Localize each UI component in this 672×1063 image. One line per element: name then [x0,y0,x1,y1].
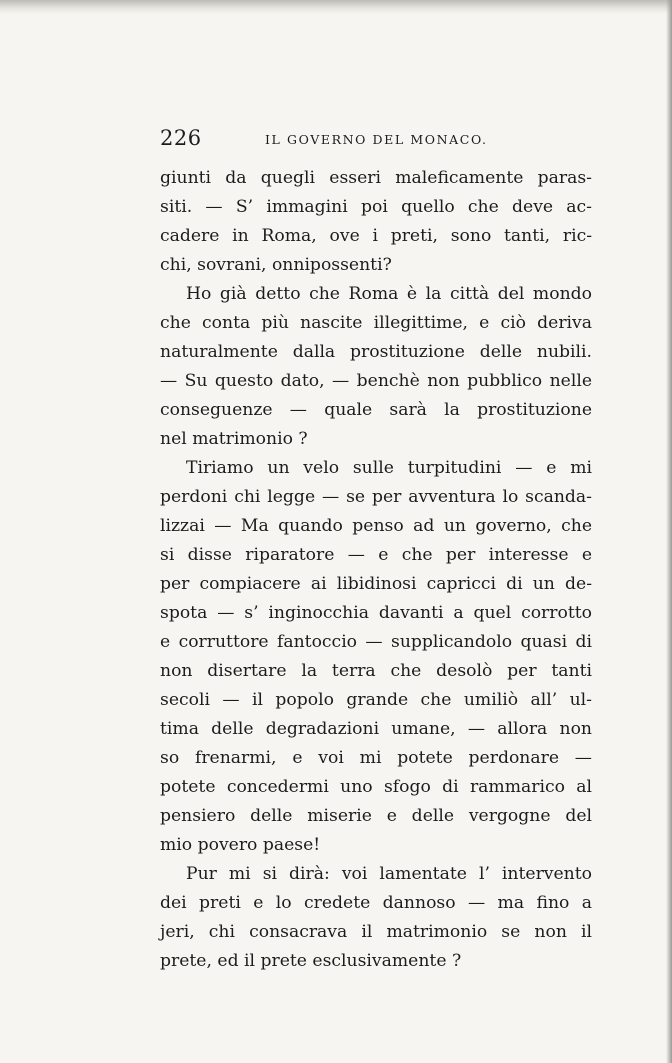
text-line: mio povero paese! [160,835,321,855]
text-line: potete concedermi uno sfogo di rammarico al [160,777,592,797]
text-line: giunti da quegli esseri maleficamente paras- [160,168,592,188]
text-line: e corruttore fantoccio — supplicandolo quasi di [160,632,592,652]
text-line: Tiriamo un velo sulle turpitudini — e mi [186,458,592,478]
running-head: IL GOVERNO DEL MONACO. [265,132,488,147]
text-line: lizzai — Ma quando penso ad un governo, che [160,516,592,536]
text-line: che conta più nascite illegittime, e ciò deriva [160,313,592,333]
text-line: tima delle degradazioni umane, — allora non [160,719,592,739]
text-line: siti. — S’ immagini poi quello che deve ac- [160,197,592,217]
text-line: non disertare la terra che desolò per tanti [160,661,592,681]
text-line: secoli — il popolo grande che umiliò all’ ul- [160,690,592,710]
text-line: cadere in Roma, ove i preti, sono tanti, ric- [160,226,592,246]
text-line: chi, sovrani, onnipossenti? [160,255,392,275]
text-line: so frenarmi, e voi mi potete perdonare — [160,748,592,768]
text-line: si disse riparatore — e che per interesse e [160,545,592,565]
text-line: naturalmente dalla prostituzione delle nubili. [160,342,592,362]
paragraph-2 [160,280,592,454]
text-line: per compiacere ai libidinosi capricci di un de- [160,574,592,594]
page-number: 226 [160,126,202,150]
paragraph-3 [160,454,592,860]
text-line: Ho già detto che Roma è la città del mondo [186,284,592,304]
book-page [160,124,592,976]
text-line: pensiero delle miserie e delle vergogne del [160,806,592,826]
text-line: prete, ed il prete esclusivamente ? [160,951,462,971]
paragraph-1 [160,164,592,280]
text-line: nel matrimonio ? [160,429,308,449]
page-header [160,124,592,156]
text-line: — Su questo dato, — benchè non pubblico nelle [160,371,592,391]
text-line: perdoni chi legge — se per avventura lo scanda- [160,487,592,507]
text-line: spota — s’ inginocchia davanti a quel corrotto [160,603,592,623]
page-top-shadow [0,0,672,14]
paragraph-4 [160,860,592,976]
text-line: conseguenze — quale sarà la prostituzione [160,400,592,420]
text-line: jeri, chi consacrava il matrimonio se non il [160,922,592,942]
text-line: Pur mi si dirà: voi lamentate l’ intervento [186,864,592,884]
page-right-edge [666,0,672,1063]
text-line: dei preti e lo credete dannoso — ma fino a [160,893,592,913]
